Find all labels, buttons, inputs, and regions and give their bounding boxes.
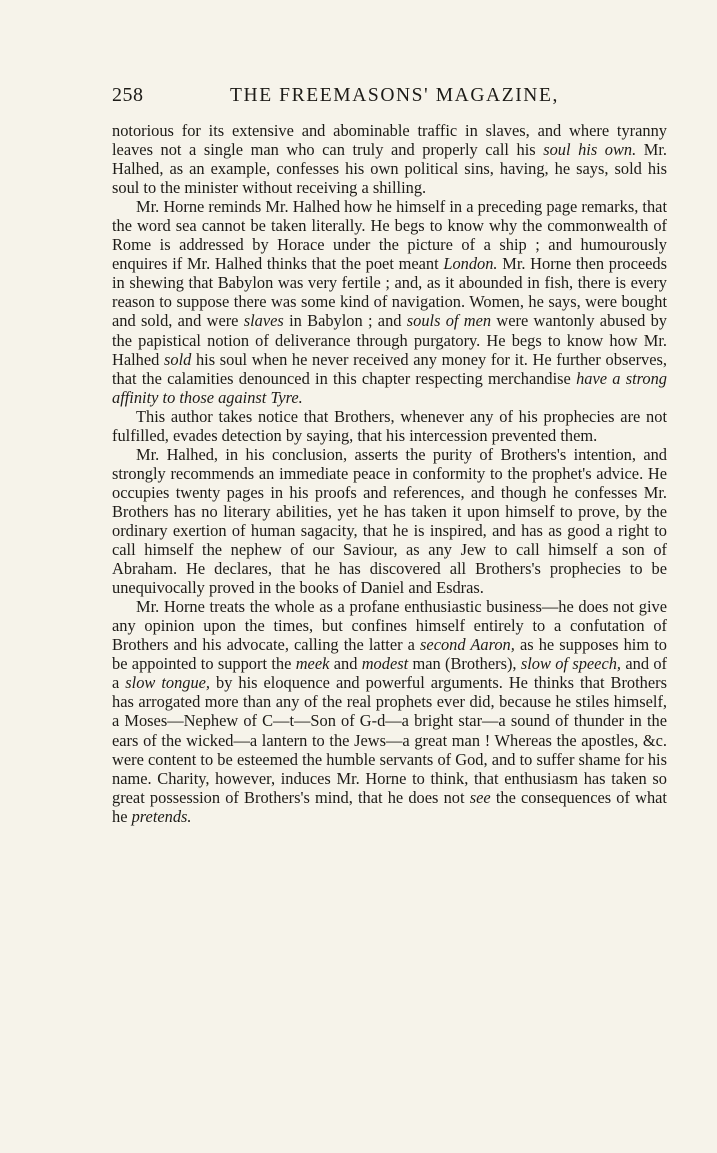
text-run: in Babylon ; and [283, 311, 407, 331]
text-run: and [329, 654, 362, 674]
paragraph [112, 597, 667, 826]
text-run: Mr. Halhed, as an example, confesses his own political sins, having, he says, sold his soul to the minister without receiving a shilling. [112, 140, 667, 198]
text-run: notorious for its extensive and abominable traffic in slaves, and where tyranny leaves not a single man who can truly and properly call his [112, 121, 667, 160]
text-run: the consequences of what he [112, 787, 667, 826]
text-run: man (Brothers), [408, 654, 521, 674]
text-run: Mr. Horne treats the whole as a profane enthusiastic business—he does not give any opinion upon the times, but confines himself entirely to a confutation of Brothers and his advocate, calling the latter a [112, 597, 667, 655]
italic-text: second Aaron, [420, 635, 515, 655]
paragraph [112, 445, 667, 597]
page-number: 258 [112, 84, 144, 106]
text-run: by his eloquence and powerful arguments. He thinks that Brothers has arrogated more than any of the real prophets ever did, because he stiles himself, a Moses—Nephew of C—t—Son of G-d—a bright star—a sound of thunder in the ears of the wicked—a lantern to the Jews—a great man ! Whereas the apostles, &c. were content to be esteemed the humble servants of God, and to suffer shame for his name. Charity, however, induces Mr. Horne to think, that enthusiasm has taken so great possession of Brothers's mind, that he does not [112, 673, 667, 807]
italic-text: sold [164, 349, 192, 369]
page-header [112, 84, 672, 114]
text-run: This author takes notice that Brothers, whenever any of his prophecies are not fulfilled, evades detection by saying, that his intercession prevented them. [112, 406, 667, 445]
italic-text: meek [295, 654, 330, 674]
italic-text: slow tongue, [125, 673, 211, 693]
italic-text: see [469, 787, 491, 807]
paragraph [112, 197, 667, 407]
text-run: were wantonly abused by the papistical notion of deliverance through purgatory. He begs to know how Mr. Halhed [112, 311, 667, 369]
body-text [112, 121, 667, 826]
italic-text: modest [361, 654, 409, 674]
running-head: THE FREEMASONS' MAGAZINE, [230, 85, 559, 106]
italic-text: London. [443, 254, 498, 274]
italic-text: slaves [243, 311, 284, 331]
text-run: as he supposes him to be appointed to support the [112, 635, 667, 674]
text-run: and of a [112, 654, 667, 693]
italic-text: soul his own. [543, 140, 637, 160]
text-run: his soul when he never received any money for it. He further observes, that the calamities denounced in this chapter respecting merchandise [112, 349, 667, 388]
italic-text: have a strong affinity to those against Tyre. [112, 368, 667, 407]
text-run: Mr. Halhed, in his conclusion, asserts the purity of Brothers's intention, and strongly recommends an immediate peace in conformity to the prophet's advice. He occupies twenty pages in his proofs and references, and though he confesses Mr. Brothers has no literary abilities, yet he has taken it upon himself to prove, by the ordinary exertion of human sagacity, that he is inspired, and has as good a right to call himself the nephew of our Saviour, as any Jew to call himself a son of Abraham. He declares, that he has discovered all Brothers's prophecies to be unequivocally proved in the books of Daniel and Esdras. [112, 444, 667, 598]
paragraph [112, 121, 667, 197]
text-run: Mr. Horne reminds Mr. Halhed how he himself in a preceding page remarks, that the word sea cannot be taken literally. He begs to know why the commonwealth of Rome is addressed by Horace under the picture of a ship ; and humourously enquires if Mr. Halhed thinks that the poet meant [112, 197, 667, 274]
italic-text: slow of speech, [520, 654, 622, 674]
italic-text: pretends. [131, 806, 192, 826]
paragraph [112, 407, 667, 445]
italic-text: souls of men [406, 311, 492, 331]
text-run: Mr. Horne then proceeds in shewing that Babylon was very fertile ; and, as it abounded in fish, there is every reason to suppose there was some kind of navigation. Women, he says, were bought and sold, and were [112, 254, 667, 331]
